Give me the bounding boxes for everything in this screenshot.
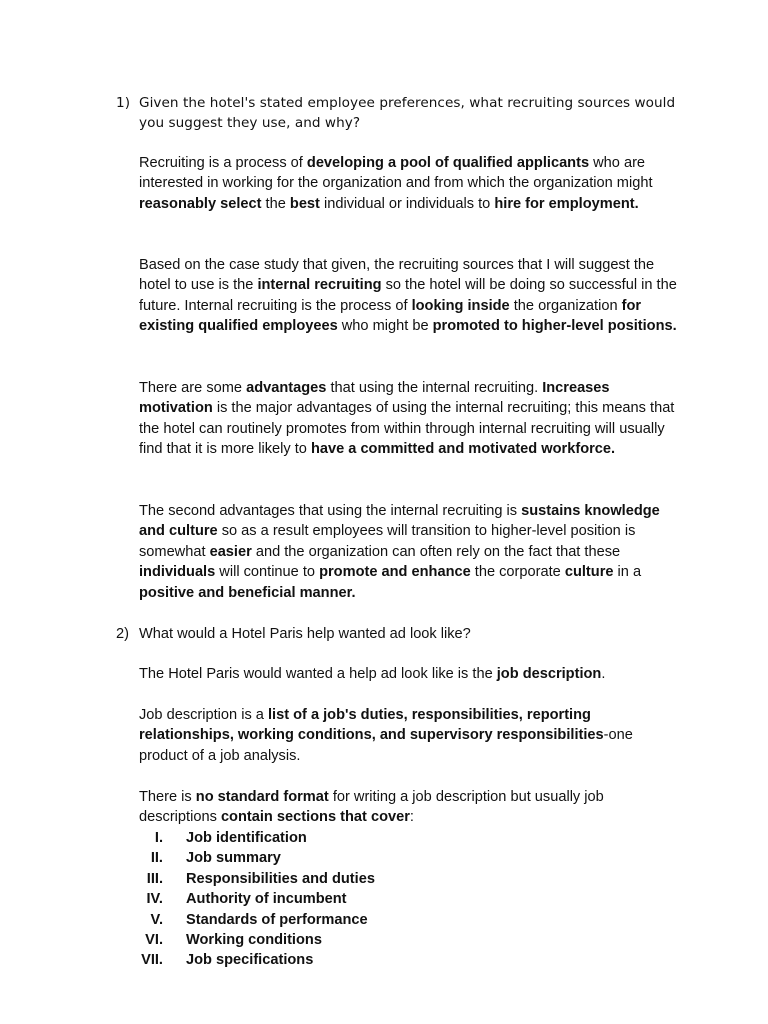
bold-text-run: job description: [496, 666, 602, 682]
text-run: that using the internal recruiting.: [326, 380, 543, 396]
bold-text-run: looking inside: [411, 297, 510, 314]
list-item: I. Job identification: [154, 830, 307, 846]
text-run: individual or individuals to: [319, 195, 495, 212]
bold-text-run: internal recruiting: [257, 277, 382, 294]
paragraph-advantages: [139, 378, 679, 460]
text-run: for writing a job description but usually job descriptions: [139, 789, 604, 826]
text-run: who might be: [337, 318, 433, 335]
bold-text-run: for existing qualified employees: [139, 297, 642, 335]
bold-text-run: positive and beneficial manner.: [139, 584, 356, 601]
text-run: Recruiting is a process of: [139, 155, 307, 171]
bold-text-run: easier: [209, 543, 252, 560]
question-text: Given the hotel's stated employee preferences, what recruiting sources would you suggest they use, and why?: [139, 95, 676, 132]
text-run: so the hotel will be doing so successful in the future. Internal recruiting is the process of: [139, 277, 677, 314]
paragraph-help-ad: [139, 664, 679, 684]
text-run: There are some: [139, 380, 247, 396]
bold-text-run: no standard format: [195, 789, 329, 805]
text-run: .: [601, 666, 606, 682]
text-run: The second advantages that using the internal recruiting is: [139, 503, 522, 519]
bold-text-run: developing a pool of qualified applicants: [306, 155, 590, 171]
text-run: There is: [139, 789, 196, 805]
text-run: the corporate: [470, 564, 565, 581]
question-text: What would a Hotel Paris help wanted ad look like?: [139, 626, 471, 642]
text-run: Job description is a: [139, 707, 268, 723]
question-number: 2): [116, 626, 129, 642]
text-run: and the organization can often rely on the fact that these: [251, 543, 621, 560]
bold-text-run: have a committed and motivated workforce.: [310, 441, 616, 458]
paragraph-standard-format: [139, 787, 679, 828]
text-run: who are interested in working for the organization and from which the organization might: [139, 155, 653, 192]
bold-text-run: culture: [564, 564, 614, 581]
bold-text-run: hire for employment.: [494, 195, 639, 212]
text-run: -one product of a job analysis.: [139, 727, 633, 764]
bold-text-run: advantages: [246, 380, 327, 396]
text-run: the: [261, 195, 290, 212]
paragraph-job-description: [139, 705, 679, 766]
question-2: [116, 624, 686, 644]
list-item: VI. Working conditions: [145, 931, 322, 948]
paragraph-recruiting-definition: [139, 153, 679, 214]
bold-text-run: contain sections that cover: [220, 809, 410, 826]
text-run: The Hotel Paris would wanted a help ad look like is the: [139, 666, 497, 682]
job-description-sections-list: [139, 828, 375, 971]
bold-text-run: sustains knowledge and culture: [139, 503, 660, 540]
text-run: in a: [613, 564, 642, 581]
bold-text-run: promoted to higher-level positions.: [432, 318, 677, 335]
text-run: will continue to: [215, 564, 320, 581]
bold-text-run: promote and enhance: [319, 564, 471, 581]
text-run: :: [409, 809, 414, 826]
list-item: III. Responsibilities and duties: [146, 870, 375, 887]
question-1: [116, 93, 686, 134]
text-run: so as a result employees will transition to higher-level position is somewhat: [139, 523, 636, 560]
list-item: IV. Authority of incumbent: [146, 891, 347, 908]
paragraph-internal-recruiting: [139, 255, 679, 337]
bold-text-run: reasonably select: [139, 195, 262, 212]
question-number: 1): [116, 95, 131, 111]
bold-text-run: Increases motivation: [139, 380, 610, 417]
list-item: II. Job summary: [150, 850, 281, 867]
text-run: Based on the case study that given, the recruiting sources that I will suggest the hotel to use is the: [139, 257, 655, 294]
bold-text-run: individuals: [139, 564, 216, 581]
text-run: the organization: [509, 297, 622, 314]
text-run: is the major advantages of using the internal recruiting; this means that the hotel can routinely promotes from within through internal recruiting will usually find that it is more likely to: [139, 400, 675, 458]
list-item: VII. Job specifications: [141, 952, 314, 969]
list-item: V. Standards of performance: [150, 911, 368, 928]
bold-text-run: best: [289, 195, 320, 212]
paragraph-second-advantage: [139, 501, 679, 603]
bold-text-run: list of a job's duties, responsibilities, reporting relationships, working conditions, and supervisory responsibilities: [139, 707, 604, 744]
